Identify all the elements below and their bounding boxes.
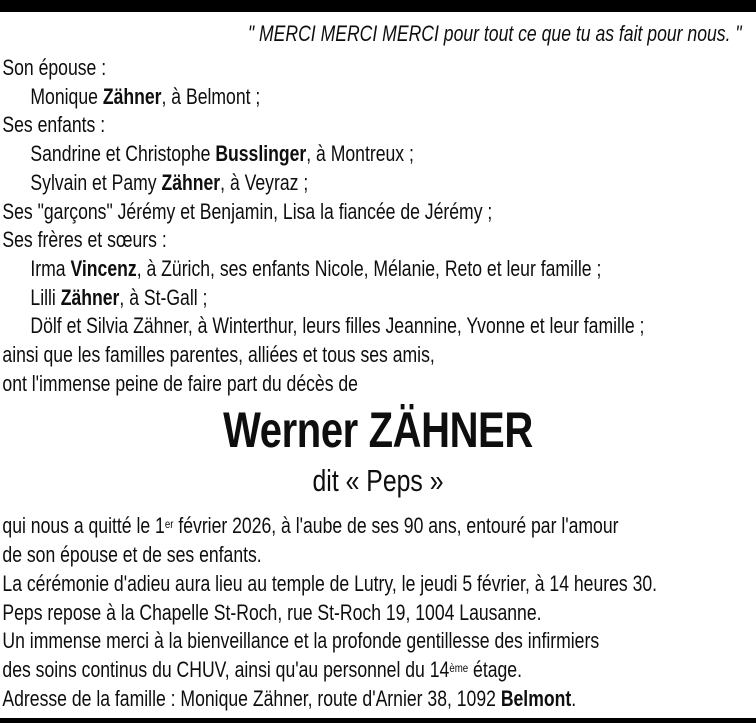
text-segment: Dölf et Silvia Zähner, à Winterthur, leurs filles Jeannine, Yvonne et leur famille ; (30, 313, 645, 339)
text-segment: Busslinger (215, 141, 307, 167)
text-line (0, 83, 756, 112)
text-segment: ainsi que les familles parentes, alliées et tous ses amis, (2, 342, 435, 368)
text-line (0, 140, 756, 169)
text-segment: Ses "garçons" Jérémy et Benjamin, Lisa la fiancée de Jérémy ; (2, 198, 493, 224)
text-line (0, 370, 756, 399)
text-segment: , à St-Gall ; (119, 284, 208, 310)
text-segment: qui nous a quitté le 1 (2, 513, 165, 539)
text-line (0, 284, 756, 313)
memorial-quote: " MERCI MERCI MERCI pour tout ce que tu as fait pour nous. " (247, 21, 742, 46)
deceased-name: Werner ZÄHNER (223, 402, 533, 459)
text-segment: Ses frères et sœurs : (2, 227, 167, 253)
text-segment: des soins continus du CHUV, ainsi qu'au personnel du 14 (2, 656, 450, 682)
text-segment: Sylvain et Pamy (30, 169, 162, 195)
deceased-nickname: dit « Peps » (312, 463, 444, 499)
announcement-text (0, 512, 756, 713)
text-segment: Zähner (102, 83, 162, 109)
top-border-bar (0, 0, 756, 12)
text-segment: , à Belmont ; (161, 83, 261, 109)
text-segment: . (571, 685, 577, 711)
text-line (0, 111, 756, 140)
text-segment: Zähner (161, 169, 221, 195)
text-segment: Ses enfants : (2, 112, 106, 138)
text-line (0, 512, 756, 541)
text-segment: février 2026, à l'aube de ses 90 ans, entouré par l'amour (173, 513, 619, 539)
text-segment: Adresse de la famille : Monique Zähner, route d'Arnier 38, 1092 (2, 685, 501, 711)
text-segment: , à Veyraz ; (220, 169, 309, 195)
text-line (0, 599, 756, 628)
text-line (0, 226, 756, 255)
text-segment: Belmont (500, 685, 572, 711)
text-segment: de son épouse et de ses enfants. (2, 542, 262, 568)
text-segment: Irma (30, 255, 71, 281)
text-line (0, 541, 756, 570)
text-segment: Son épouse : (2, 55, 107, 80)
text-segment: ème (449, 660, 469, 675)
text-segment: , à Montreux ; (306, 141, 414, 167)
text-segment: Vincenz (70, 255, 137, 281)
text-line (0, 54, 756, 83)
text-segment: Peps repose à la Chapelle St-Roch, rue St-Roch 19, 1004 Lausanne. (2, 599, 542, 625)
text-segment: Un immense merci à la bienveillance et la profonde gentillesse des infirmiers (2, 628, 600, 654)
text-segment: er (164, 517, 174, 531)
text-line (0, 198, 756, 227)
text-line (0, 169, 756, 198)
text-segment: Lilli (30, 284, 61, 310)
notice-content (0, 12, 756, 713)
bottom-border-bar (0, 718, 756, 723)
text-line (0, 685, 756, 714)
text-segment: Monique (30, 83, 103, 109)
text-line (0, 570, 756, 599)
text-segment: Zähner (60, 284, 120, 310)
text-segment: Sandrine et Christophe (30, 141, 216, 167)
text-segment: ont l'immense peine de faire part du décès de (2, 370, 358, 396)
text-line (0, 627, 756, 656)
text-segment: étage. (468, 656, 522, 682)
text-line (0, 656, 756, 685)
text-segment: La cérémonie d'adieu aura lieu au temple de Lutry, le jeudi 5 février, à 14 heures 30. (2, 570, 658, 596)
text-segment: , à Zürich, ses enfants Nicole, Mélanie, Reto et leur famille ; (136, 255, 602, 281)
text-line (0, 255, 756, 284)
text-line (0, 312, 756, 341)
text-line (0, 341, 756, 370)
family-list (0, 54, 756, 398)
